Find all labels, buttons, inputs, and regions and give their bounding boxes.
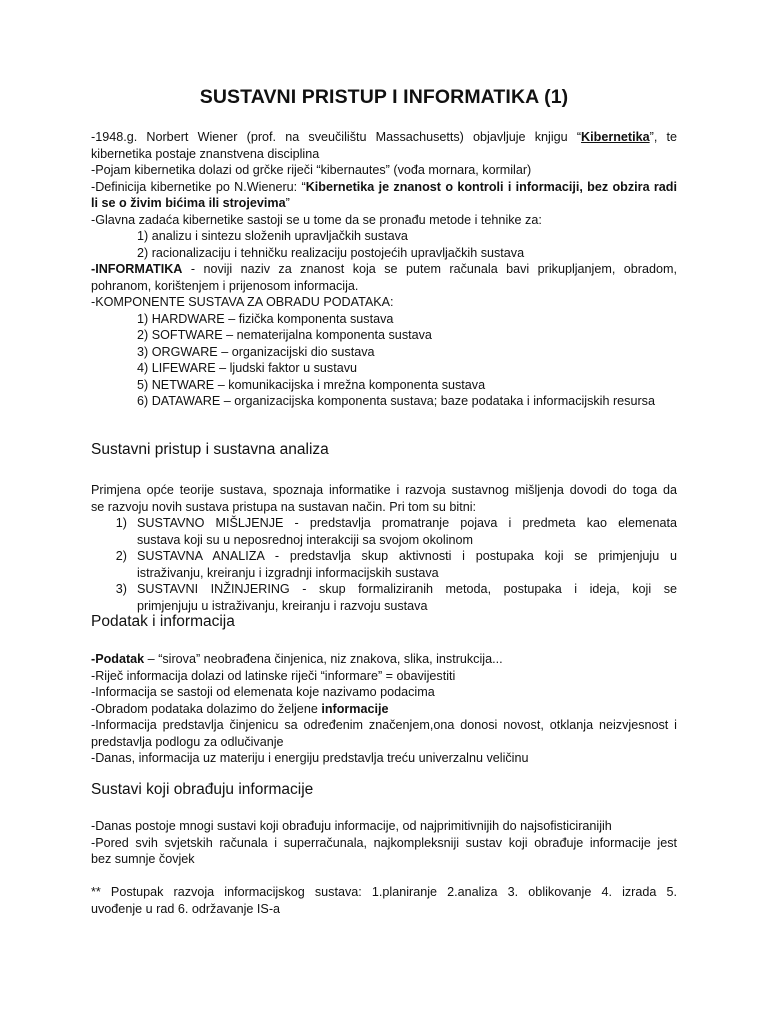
intro-line: -INFORMATIKA - noviji naziv za znanost koja se putem računala bavi prikupljanjem, obradom, (91, 262, 677, 276)
paragraph-line: -Informacija se sastoji od elemenata koje nazivamo podacima (91, 685, 435, 699)
list-item: 1) analizu i sintezu složenih upravljačkih sustava (137, 229, 408, 243)
component-item: 2) SOFTWARE – nematerijalna komponenta sustava (137, 328, 432, 342)
paragraph-line: -Obradom podataka dolazimo do željene informacije (91, 701, 389, 716)
paragraph-line: -Riječ informacija dolazi od latinske riječi “informare” = obavijestiti (91, 668, 456, 683)
intro-block (91, 129, 677, 410)
paragraph-line: -Pored svih svjetskih računala i superračunala, najkompleksniji sustav koji obrađuje informacije jest (91, 835, 677, 850)
paragraph-line: uvođenje u rad 6. održavanje IS-a (91, 901, 281, 916)
numbered-item-cont: sustava koji su u neposrednoj interakciji sa svojom okolinom (137, 532, 473, 547)
numbered-item-cont: primjenjuju u istraživanju, kreiranju i razvoju sustava (137, 598, 428, 613)
component-item: 6) DATAWARE – organizacijska komponenta sustava; baze podataka i informacijskih resursa (137, 394, 655, 408)
page-title: SUSTAVNI PRISTUP I INFORMATIKA (1) (199, 86, 569, 108)
numbered-item-cont: istraživanju, kreiranju i izgradnji informacijskih sustava (137, 565, 439, 580)
numbered-item: 3) SUSTAVNI INŽINJERING - skup formaliziranih metoda, postupaka i ideja, koji se (115, 582, 677, 596)
numbered-item: 1) SUSTAVNO MIŠLJENJE - predstavlja promatranje pojava i predmeta kao elemenata (115, 516, 677, 530)
section-heading: Sustavi koji obrađuju informacije (91, 781, 314, 798)
section-heading: Sustavni pristup i sustavna analiza (91, 441, 329, 458)
intro-line: -1948.g. Norbert Wiener (prof. na sveučilištu Massachusetts) objavljuje knjigu “Kibernetika”, te (91, 130, 678, 144)
component-item: 4) LIFEWARE – ljudski faktor u sustavu (137, 361, 358, 375)
intro-line: li se o živim bićima ili strojevima” (91, 196, 290, 210)
paragraph-line: -Podatak – “sirova” neobrađena činjenica, niz znakova, slika, instrukcija... (91, 652, 503, 666)
paragraph-line: bez sumnje čovjek (91, 852, 195, 866)
paragraph-line: Primjena opće teorije sustava, spoznaja informatike i razvoja sustavnog mišljenja dovodi do toga da (91, 483, 677, 497)
component-item: 5) NETWARE – komunikacijska i mrežna komponenta sustava (137, 377, 486, 392)
component-item: 3) ORGWARE – organizacijski dio sustava (137, 344, 375, 359)
intro-line: -Pojam kibernetika dolazi od grčke riječi “kibernautes” (vođa mornara, kormilar) (91, 163, 532, 177)
section3-block (91, 818, 677, 917)
numbered-item: 2) SUSTAVNA ANALIZA - predstavlja skup aktivnosti i postupaka koji se primjenjuju u (115, 549, 677, 563)
paragraph-line: ** Postupak razvoja informacijskog sustava: 1.planiranje 2.analiza 3. oblikovanje 4. izrada 5. (91, 885, 677, 899)
spacer (91, 868, 677, 885)
paragraph-line: -Informacija predstavlja činjenicu sa određenim značenjem,ona donosi novost, otklanja neizvjesnost i (91, 718, 677, 732)
kibernetika-link: Kibernetika (581, 130, 650, 144)
intro-line: kibernetika postaje znanstvena disciplina (91, 146, 320, 161)
paragraph-line: -Danas postoje mnogi sustavi koji obrađuju informacije, od najprimitivnijih do najsofisticiranijih (91, 819, 612, 833)
paragraph-line: predstavlja podlogu za odlučivanje (91, 734, 284, 749)
paragraph-line: se razvoju novih sustava pristupa na sustavan način. Pri tom su bitni: (91, 499, 477, 514)
section1-block (91, 482, 677, 614)
intro-line: -Glavna zadaća kibernetike sastoji se u tome da se pronađu metode i tehnike za: (91, 212, 542, 227)
intro-line: -Definicija kibernetike po N.Wieneru: “Kibernetika je znanost o kontroli i informaciji, bez obzira radi (91, 179, 677, 194)
list-item: 2) racionalizaciju i tehničku realizaciju postojećih upravljačkih sustava (137, 245, 525, 260)
intro-line: -KOMPONENTE SUSTAVA ZA OBRADU PODATAKA: (91, 295, 394, 309)
component-item: 1) HARDWARE – fizička komponenta sustava (137, 311, 394, 326)
intro-line: pohranom, korištenjem i prijenosom informacija. (91, 278, 359, 293)
section2-block (91, 651, 677, 767)
paragraph-line: -Danas, informacija uz materiju i energiju predstavlja treću univerzalnu veličinu (91, 751, 529, 765)
section-heading: Podatak i informacija (91, 613, 235, 630)
